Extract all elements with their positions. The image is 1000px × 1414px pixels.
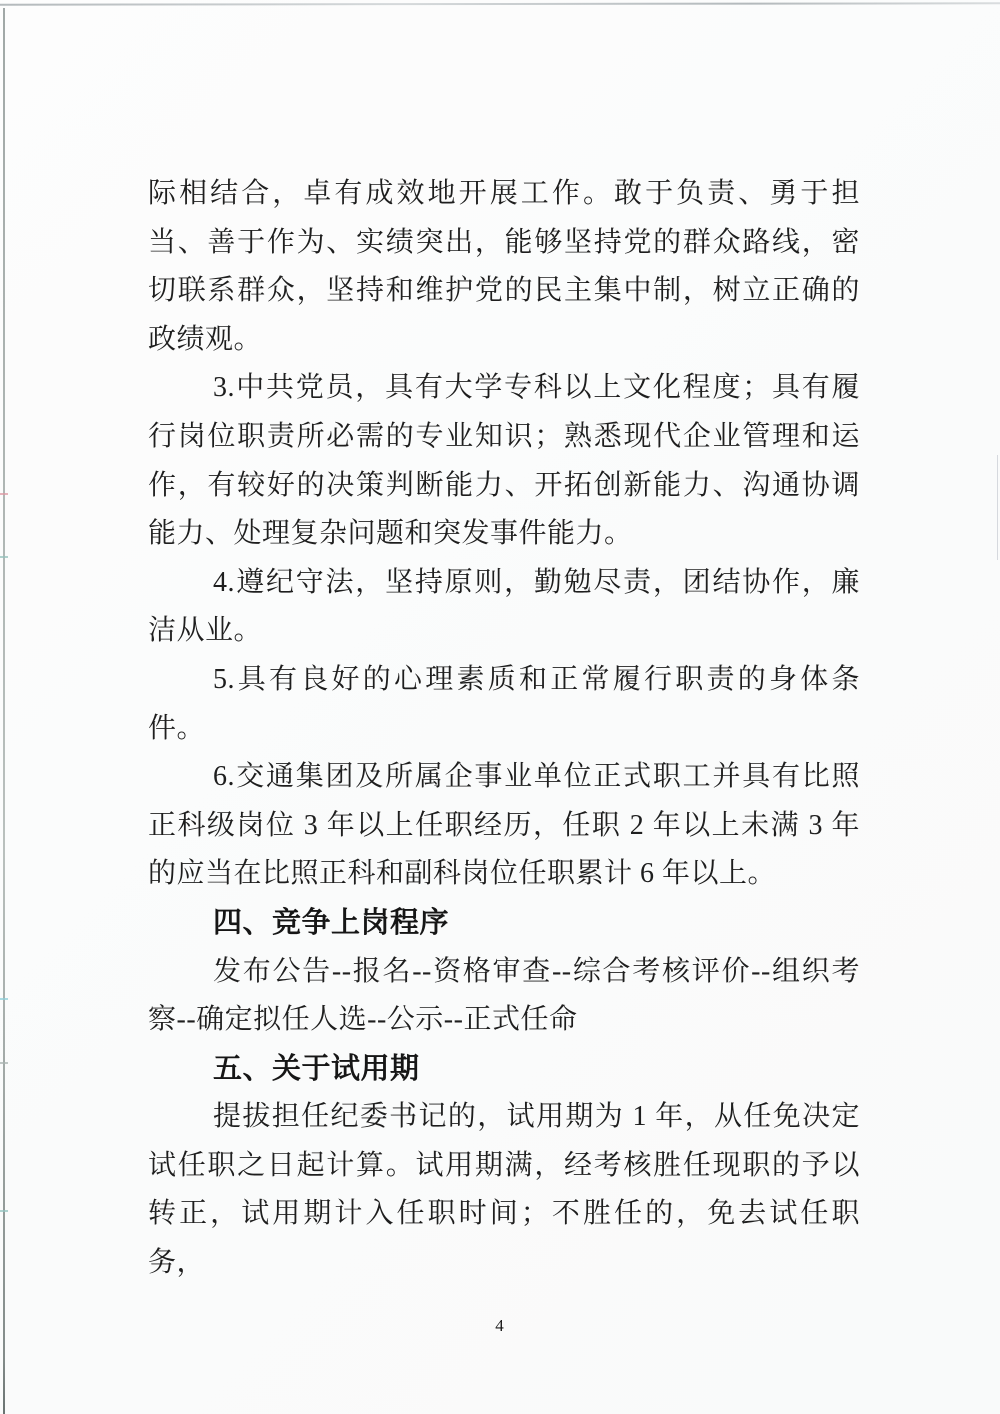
body-paragraph: 4.遵纪守法，坚持原则，勤勉尽责，团结协作，廉洁从业。 [148, 566, 860, 647]
body-paragraph: 6.交通集团及所属企事业单位正式职工并具有比照正科级岗位 3 年以上任职经历，任职 2 年以上未满 3 年的应当在比照正科和副科岗位任职累计 6 年以上。 [148, 761, 860, 890]
scan-artifact-tick-mark [0, 556, 8, 558]
body-paragraph: 际相结合，卓有成效地开展工作。敢于负责、勇于担当、善于作为、实绩突出，能够坚持党的群众路线，密切联系群众，坚持和维护党的民主集中制，树立正确的政绩观。 [148, 178, 860, 355]
scan-artifact-tick-mark [0, 1210, 8, 1212]
scan-artifact-top-edge-line [0, 2, 1000, 5]
scan-artifact-tick-mark [0, 1062, 8, 1064]
body-paragraph: 3.中共党员，具有大学专科以上文化程度；具有履行岗位职责所必需的专业知识；熟悉现代企业管理和运作，有较好的决策判断能力、开拓创新能力、沟通协调能力、处理复杂问题和突发事件能力。 [148, 372, 860, 550]
section-heading: 五、关于试用期 [213, 1052, 420, 1085]
body-paragraph: 提拔担任纪委书记的，试用期为 1 年，从任免决定试任职之日起计算。试用期满，经考核胜任现职的予以转正，试用期计入任职时间；不胜任的，免去试任职务， [148, 1101, 860, 1279]
scan-artifact-right-edge-mark [997, 455, 998, 560]
body-paragraph: 5.具有良好的心理素质和正常履行职责的身体条件。 [148, 663, 860, 744]
scan-artifact-left-edge-line [3, 8, 5, 1414]
section-heading: 四、竞争上岗程序 [213, 906, 450, 939]
document-text-block [148, 170, 860, 1288]
scan-artifact-tick-mark [0, 493, 8, 495]
scan-artifact-tick-mark [0, 998, 8, 1000]
body-paragraph: 发布公告--报名--资格审查--综合考核评价--组织考察--确定拟任人选--公示--正式任命 [148, 955, 860, 1036]
page-number: 4 [495, 1316, 505, 1335]
